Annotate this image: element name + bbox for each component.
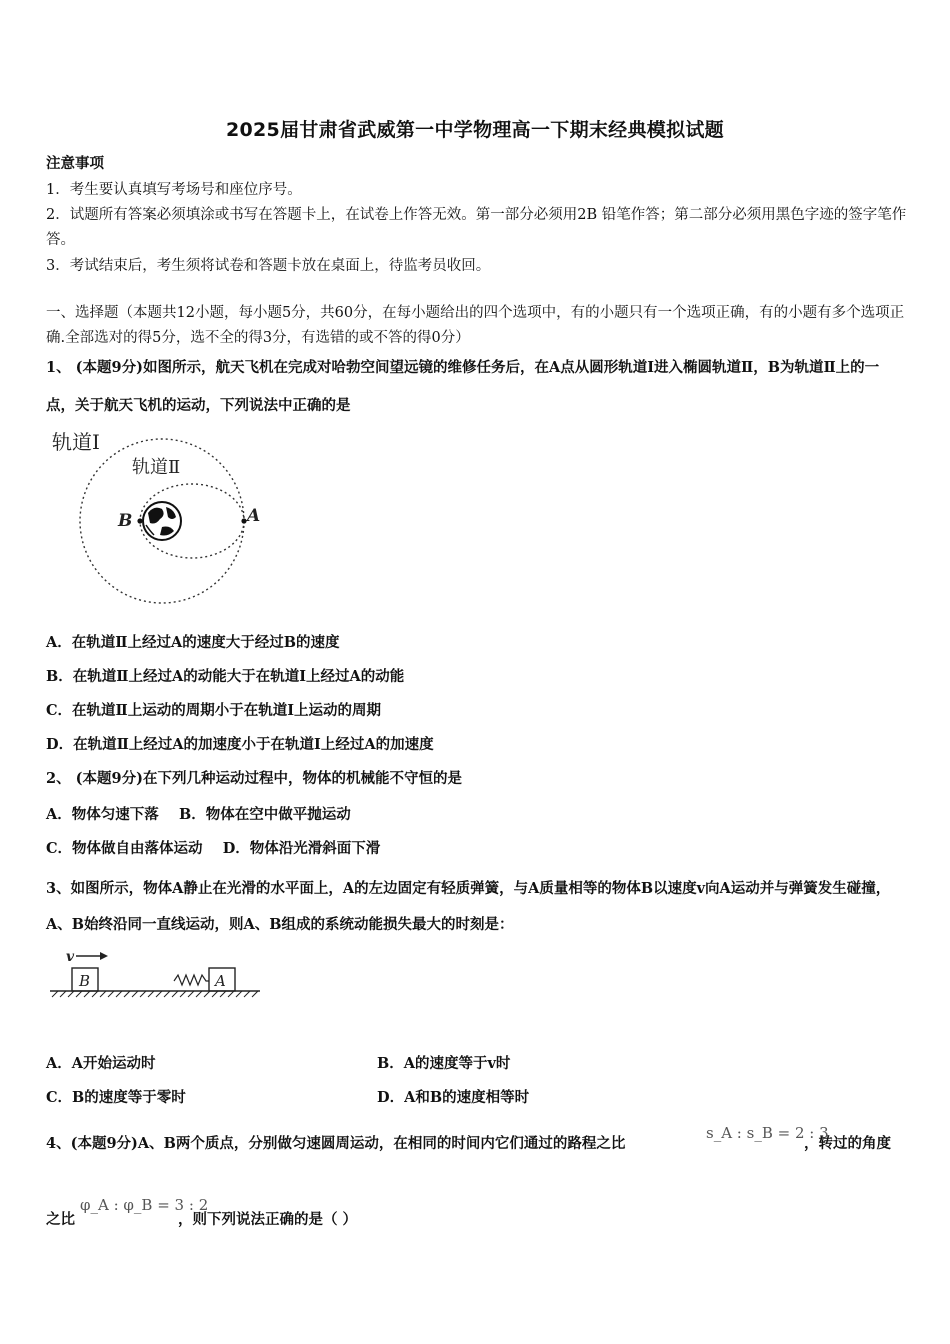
ground-hatching [52, 991, 258, 997]
point-a-dot [241, 518, 246, 523]
block-a-label: A [215, 972, 226, 990]
q2-stem: 2、 (本题9分)在下列几种运动过程中，物体的机械能不守恒的是 [46, 770, 462, 787]
q3-option-b: B．A的速度等于v时 [377, 1055, 511, 1072]
q3-option-d: D．A和B的速度相等时 [377, 1089, 530, 1106]
spring-block-figure [46, 945, 268, 1007]
q4-stem-part3: 之比 [46, 1211, 75, 1228]
notice-item-1: 1．考生要认真填写考场号和座位序号。 [46, 182, 302, 198]
q3-stem: 3、如图所示，物体A静止在光滑的水平面上，A的左边固定有轻质弹簧，与A质量相等的物体B以速度v向A运动并与弹簧发生碰撞，A、B始终沿同一直线运动，则A、B组成的系统动能损失最大的时刻是： [46, 880, 891, 933]
notice-item-3: 3．考试结束后，考生须将试卷和答题卡放在桌面上，待监考员收回。 [46, 258, 491, 274]
notice-heading: 注意事项 [46, 155, 104, 172]
q2-options-row1: A．物体匀速下落 B．物体在空中做平抛运动 [46, 806, 351, 823]
orbit-figure [46, 425, 266, 610]
velocity-arrowhead [100, 952, 108, 960]
q4-ratio-s: s_A : s_B = 2 : 3 [706, 1124, 829, 1142]
point-a-label: A [247, 506, 261, 526]
earth-icon [143, 502, 181, 540]
q4-ratio-phi: φ_A : φ_B = 3 : 2 [80, 1196, 209, 1214]
q1-option-b: B．在轨道Ⅱ上经过A的动能大于在轨道Ⅰ上经过A的动能 [46, 668, 405, 685]
q1-option-c: C．在轨道Ⅱ上运动的周期小于在轨道Ⅰ上运动的周期 [46, 702, 382, 719]
orbit1-label: 轨道Ⅰ [52, 430, 100, 454]
spring [174, 975, 209, 985]
section-heading: 一、选择题（本题共12小题，每小题5分，共60分，在每小题给出的四个选项中，有的小题只有一个选项正确，有的小题有多个选项正确.全部选对的得5分，选不全的得3分，有选错的或不答的得0分） [46, 305, 905, 346]
q2-options-row2: C．物体做自由落体运动 D．物体沿光滑斜面下滑 [46, 840, 381, 857]
orbit2-label: 轨道Ⅱ [132, 457, 181, 478]
q3-option-a: A．A开始运动时 [46, 1055, 156, 1072]
notice-item-2: 2．试题所有答案必须填涂或书写在答题卡上，在试卷上作答无效。第一部分必须用2B 铅笔作答；第二部分必须用黑色字迹的签字笔作答。 [46, 207, 907, 248]
point-b-label: B [118, 511, 133, 531]
page-title: 2025届甘肃省武威第一中学物理高一下期末经典模拟试题 [226, 119, 724, 141]
q1-option-a: A．在轨道Ⅱ上经过A的速度大于经过B的速度 [46, 634, 340, 651]
q1-stem: 1、 (本题9分)如图所示，航天飞机在完成对哈勃空间望远镜的维修任务后，在A点从圆形轨道Ⅰ进入椭圆轨道Ⅱ，B为轨道Ⅱ上的一点，关于航天飞机的运动，下列说法中正确的是 [46, 359, 880, 414]
q1-option-d: D．在轨道Ⅱ上经过A的加速度小于在轨道Ⅰ上经过A的加速度 [46, 736, 434, 753]
velocity-label: v [66, 949, 75, 965]
q4-stem-part4: ，则下列说法正确的是（ ） [178, 1211, 358, 1228]
q3-option-c: C．B的速度等于零时 [46, 1089, 186, 1106]
q4-stem-part1: 4、(本题9分)A、B两个质点，分别做匀速圆周运动，在相同的时间内它们通过的路程之比 [46, 1135, 626, 1152]
point-b-dot [137, 518, 142, 523]
q4-stem-part2: ，转过的角度 [804, 1135, 891, 1152]
block-b-label: B [79, 972, 91, 990]
